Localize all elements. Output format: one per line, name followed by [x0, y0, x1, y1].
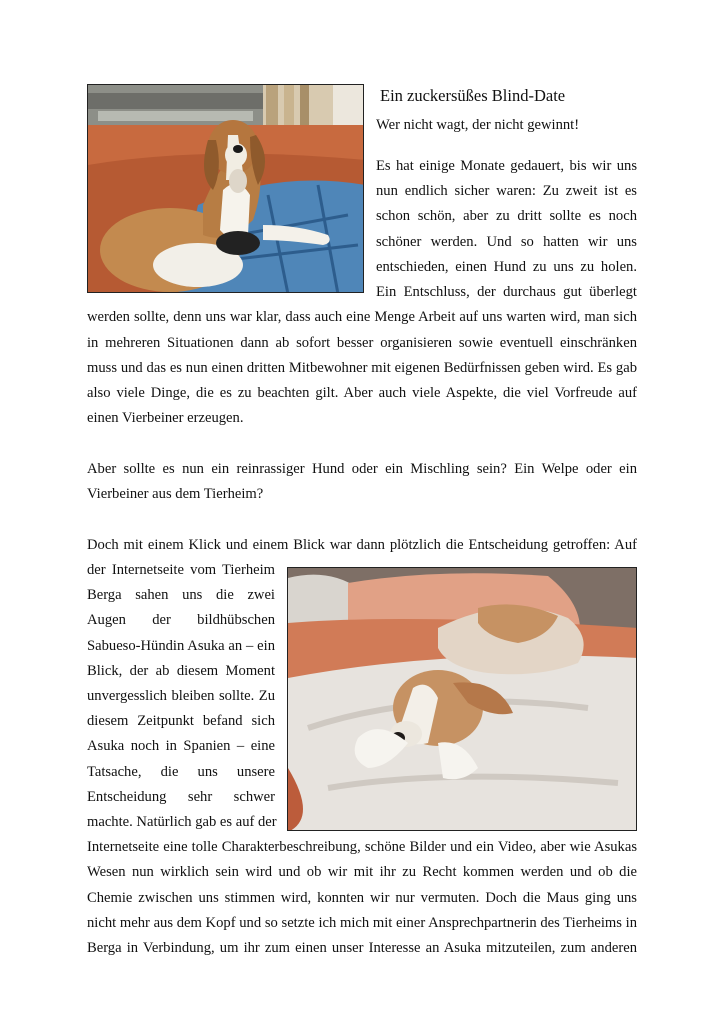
body-line: Vierbeiner aus dem Tierheim? — [87, 486, 264, 502]
article-subtitle: Wer nicht wagt, der nicht gewinnt! — [376, 117, 580, 133]
body-line: Augen der bildhübschen — [87, 612, 275, 628]
body-line: Aber sollte es nun ein reinrassiger Hund oder ein Mischling sein? Ein Welpe oder ein — [87, 461, 637, 477]
body-line: Sabueso-Hündin Asuka an – ein — [87, 638, 275, 654]
dog-photo-sitting — [87, 84, 364, 293]
body-line: diesem Zeitpunkt befand sich — [87, 713, 275, 729]
body-line: Wesen nun wirklich sein wird und ob wir mit ihr zu Recht kommen werden und ob die — [87, 864, 637, 880]
body-line: Doch mit einem Klick und einem Blick war dann plötzlich die Entscheidung getroffen: Auf — [87, 537, 637, 553]
body-line: Ein Entschluss, der durchaus gut überlegt — [376, 284, 637, 300]
body-line: einen Vierbeiner erzeugen. — [87, 410, 244, 426]
body-line: unvergesslich bleiben sollte. Zu — [87, 688, 275, 704]
body-line: Chemie zwischen uns stimmen wird, konnten wir nur vermuten. Doch die Maus ging uns — [87, 890, 637, 906]
body-line: Berga in Verbindung, um ihr zum einen unser Interesse an Asuka mitzuteilen, zum anderen — [87, 940, 637, 956]
body-line: schon schön, aber zu dritt sollte es noch — [376, 208, 637, 224]
body-line: also viele Dinge, die es zu beachten gilt. Aber auch viele Aspekte, die viel Vorfreude auf — [87, 385, 637, 401]
body-line: Tatsache, die uns unsere — [87, 764, 275, 780]
body-line: nicht mehr aus dem Kopf und so setzte ich mich mit einer Ansprechpartnerin des Tierheims in — [87, 915, 637, 931]
article-title: Ein zuckersüßes Blind-Date — [380, 86, 566, 105]
body-line: Asuka noch in Spanien – eine — [87, 738, 275, 754]
body-line: schöner werden. Und so hatten wir uns — [376, 234, 637, 250]
body-line: Es hat einige Monate gedauert, bis wir uns — [376, 158, 637, 174]
dog-photo-lying — [287, 567, 637, 831]
body-line: entschieden, einen Hund zu uns zu holen. — [376, 259, 637, 275]
body-line: werden sollte, denn uns war klar, dass auch eine Menge Arbeit auf uns warten wird, man sich — [87, 309, 637, 325]
body-line: machte. Natürlich gab es auf der — [87, 814, 277, 830]
body-line: in mehreren Situationen dann ab sofort besser organisieren sowie eventuell einschränken — [87, 335, 637, 351]
body-line: muss und das es nun einen dritten Mitbewohner mit eigenen Bedürfnissen geben wird. Es gab — [87, 360, 637, 376]
body-line: nun endlich sicher waren: Zu zweit ist es — [376, 183, 637, 199]
body-line: der Internetseite vom Tierheim — [87, 562, 275, 578]
body-line: Blick, der ab diesem Moment — [87, 663, 275, 679]
body-line: Entscheidung sehr schwer — [87, 789, 275, 805]
body-line: Internetseite eine tolle Charakterbeschreibung, schöne Bilder und ein Video, aber wie Asukas — [87, 839, 637, 855]
body-line: Berga sahen uns die zwei — [87, 587, 275, 603]
